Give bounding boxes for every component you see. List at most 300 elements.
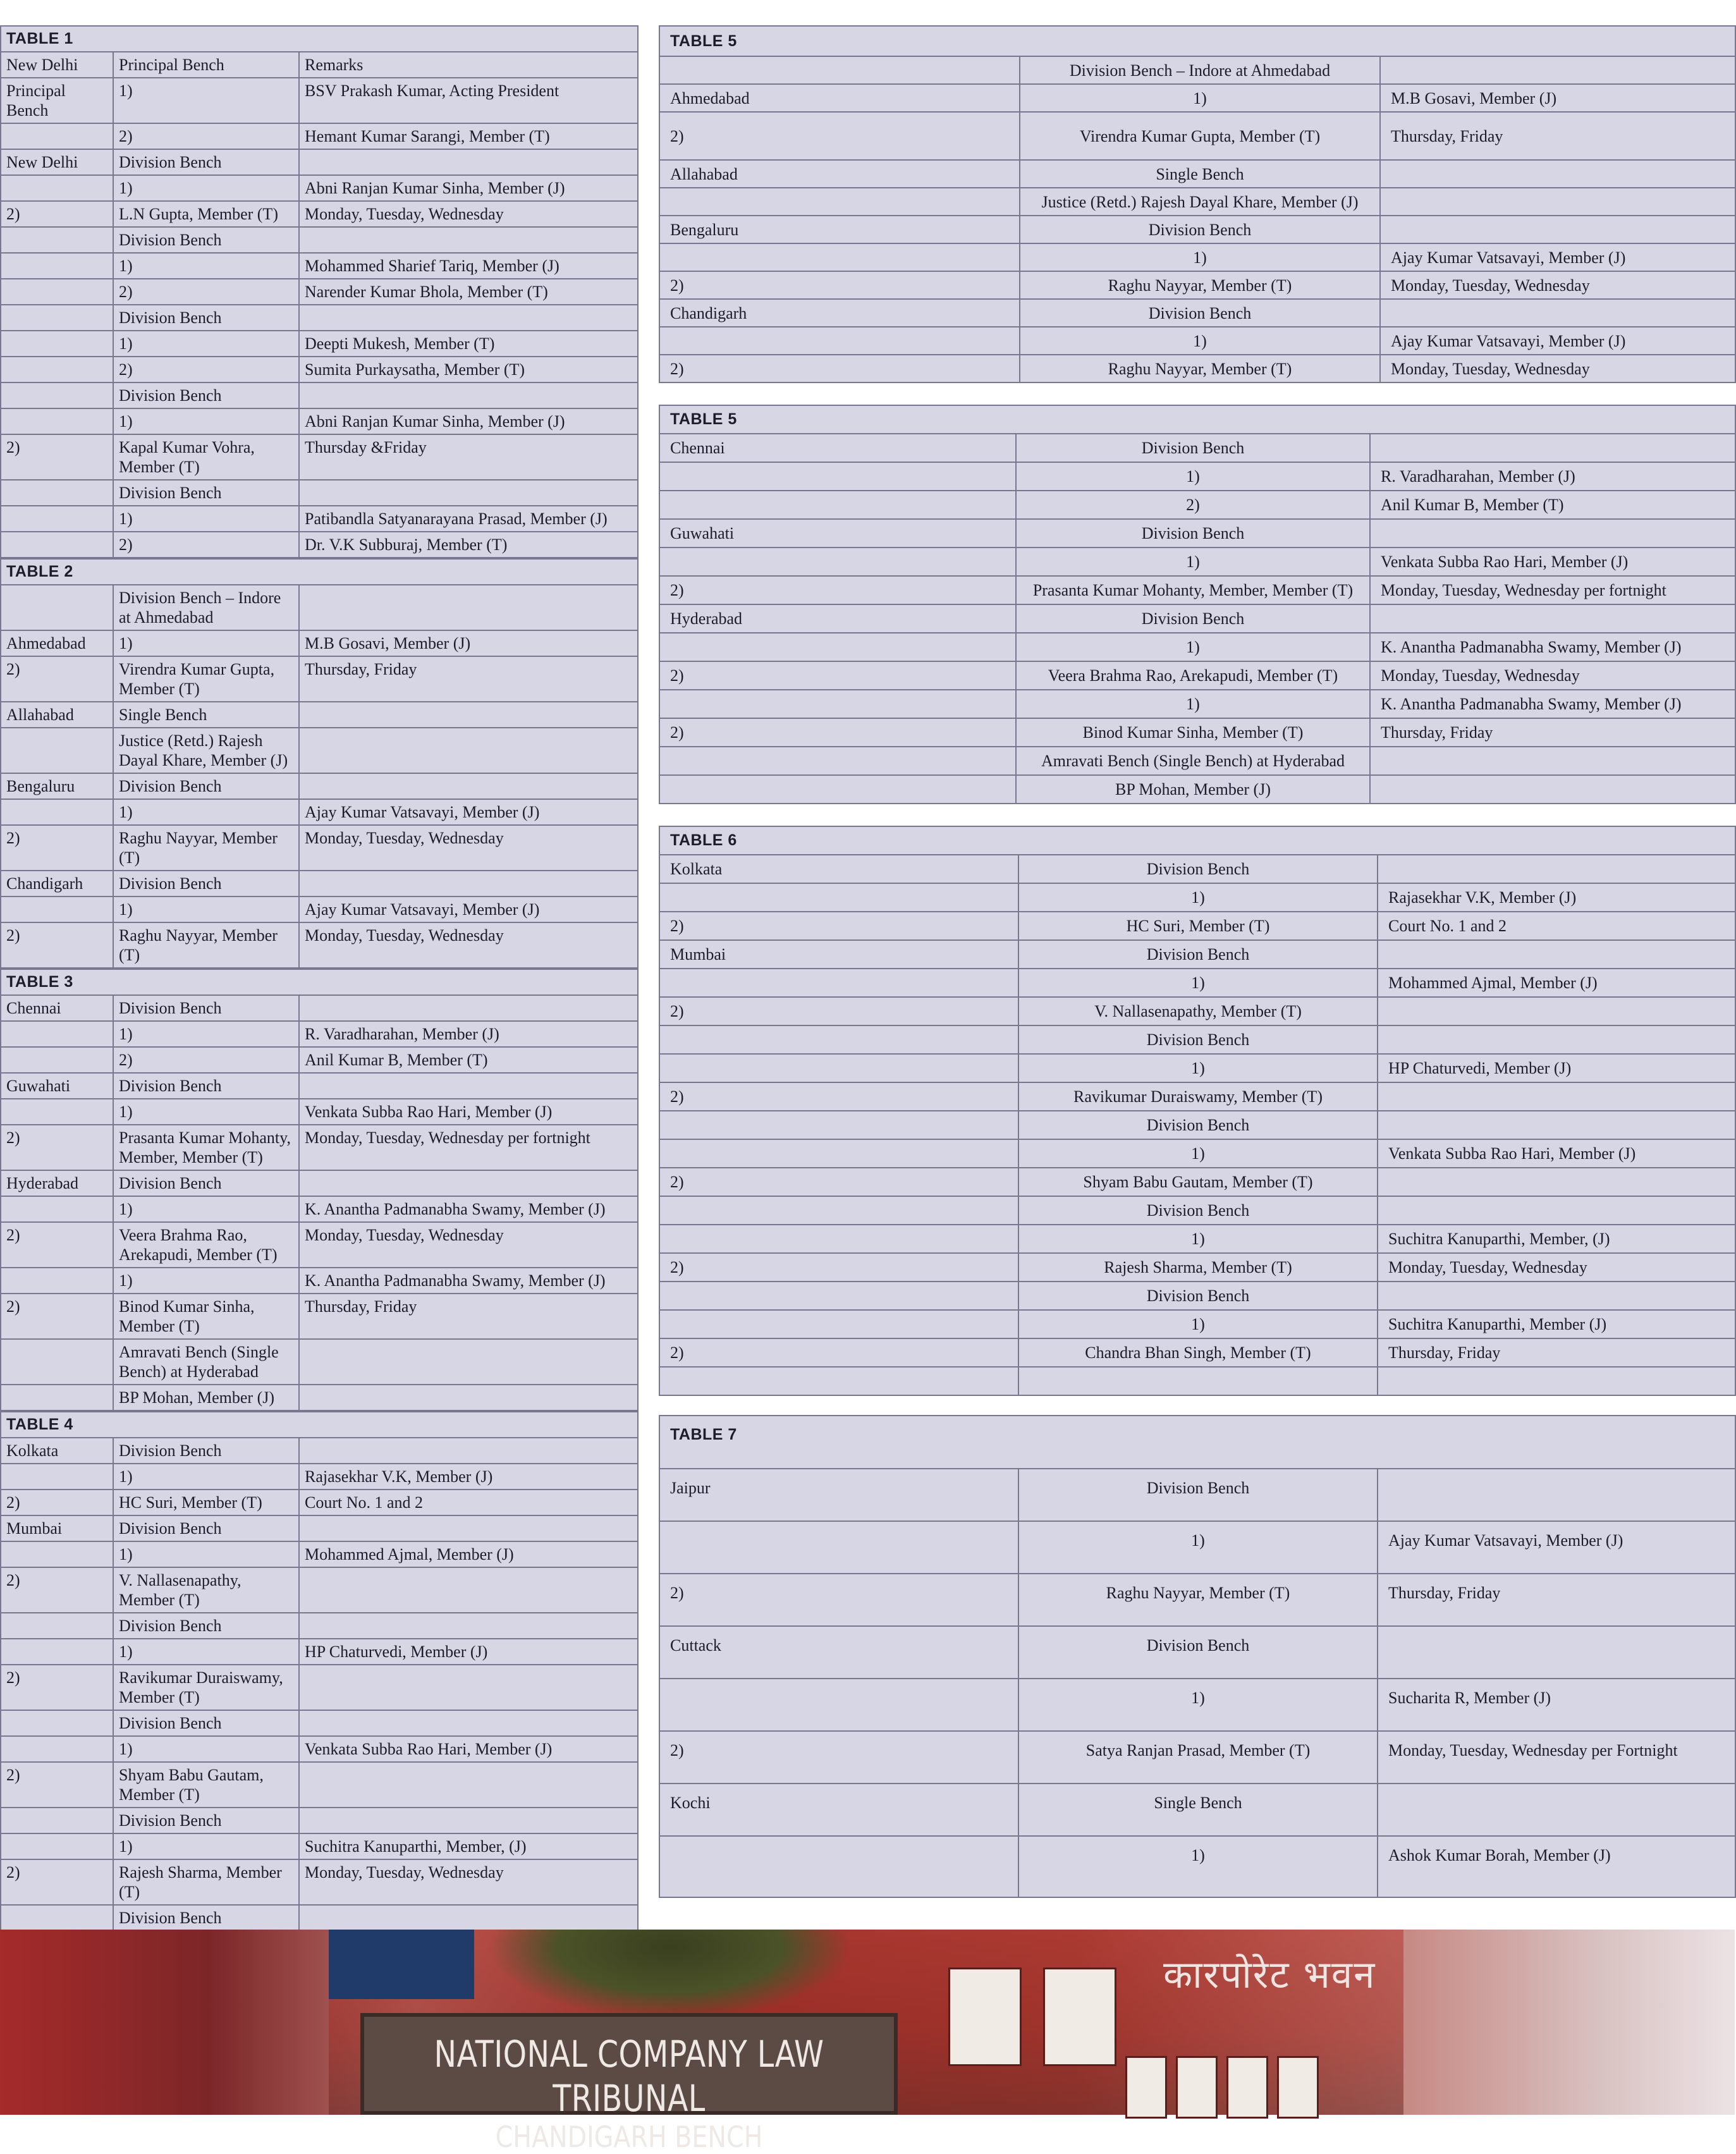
bench-member-cell: Division Bench [113,305,299,331]
table-row [1,253,638,279]
table-row [1,434,638,480]
bench-member-cell: BP Mohan, Member (J) [113,1385,299,1411]
table-title: TABLE 4 [1,1412,638,1438]
table-row [1,305,638,331]
table-row [1,1639,638,1665]
bench-location-cell: New Delhi [1,52,113,78]
bench-member-cell: Raghu Nayyar, Member (T) [113,922,299,968]
bench-remarks-cell: Ajay Kumar Vatsavayi, Member (J) [299,896,638,922]
bench-location-cell [659,243,1020,271]
bench-member-cell: Prasanta Kumar Mohanty, Member, Member (T) [1016,576,1370,604]
bench-member-cell: Single Bench [1018,1784,1378,1836]
bench-location-cell: 2) [1,1859,113,1905]
bench-remarks-cell: K. Anantha Padmanabha Swamy, Member (J) [1370,690,1735,718]
bench-member-cell: Division Bench [113,1438,299,1464]
bench-table4 [0,1411,639,2003]
left-column [0,25,637,2003]
bench-member-cell: Division Bench [1020,299,1380,327]
bench-location-cell [659,1282,1018,1310]
notice-board [329,1930,474,1999]
bench-remarks-cell [299,1339,638,1385]
bench-member-cell: Division Bench [113,1905,299,1931]
bench-remarks-cell: Anil Kumar B, Member (T) [299,1047,638,1073]
bench-member-cell: Chandra Bhan Singh, Member (T) [1018,1338,1378,1367]
table-row [1,1294,638,1339]
bench-location-cell: 2) [659,1168,1018,1196]
bench-location-cell [659,1225,1018,1253]
bench-location-cell [659,188,1020,216]
bench-member-cell: V. Nallasenapathy, Member (T) [113,1567,299,1613]
bench-member-cell: 2) [113,532,299,558]
bench-member-cell: 1) [1018,1521,1378,1574]
table-row [659,1469,1735,1521]
table-row [1,1762,638,1808]
bench-remarks-cell [1378,1367,1735,1395]
bench-remarks-cell: Suchitra Kanuparthi, Member, (J) [299,1833,638,1859]
table-row [1,1515,638,1541]
bench-location-cell: Hyderabad [659,604,1016,633]
bench-member-cell: 1) [1018,1679,1378,1731]
bench-location-cell [1,305,113,331]
bench-remarks-cell [299,1170,638,1196]
bench-location-cell: 2) [1,922,113,968]
bench-location-cell [659,56,1020,84]
table-row [659,1784,1735,1836]
bench-remarks-cell: Thursday, Friday [1370,718,1735,747]
table-row [1,1833,638,1859]
bench-location-cell: Allahabad [1,702,113,728]
bench-member-cell: 1) [113,1464,299,1490]
bench-remarks-cell [299,1808,638,1833]
bench-remarks-cell [299,585,638,630]
bench-location-cell: Ahmedabad [1,630,113,656]
table-row [659,271,1735,299]
bench-remarks-cell: Monday, Tuesday, Wednesday [299,1859,638,1905]
bench-remarks-cell: Monday, Tuesday, Wednesday [1370,661,1735,690]
table-row [659,940,1735,969]
bench-remarks-cell: BSV Prakash Kumar, Acting President [299,78,638,123]
bench-location-cell [1,896,113,922]
bench-location-cell [659,775,1016,804]
bench-member-cell: Division Bench [1018,1626,1378,1679]
building-window [948,1967,1022,2066]
building-window [1226,2056,1268,2119]
table-row [1,227,638,253]
bench-member-cell: Amravati Bench (Single Bench) at Hyderabad [113,1339,299,1385]
table-row [1,382,638,408]
bench-member-cell: 1) [1018,969,1378,997]
bench-member-cell [1018,1367,1378,1395]
bench-member-cell: 1) [113,896,299,922]
bench-table1 [0,25,639,558]
bench-member-cell: Division Bench [1018,1025,1378,1054]
bench-location-cell: 2) [1,1294,113,1339]
table-row [1,408,638,434]
bench-location-cell [1,1196,113,1222]
bench-member-cell: Division Bench [1018,940,1378,969]
bench-member-cell: Division Bench [113,1073,299,1099]
bench-location-cell [1,1047,113,1073]
bench-location-cell [659,1521,1018,1574]
bench-remarks-cell [1380,160,1735,188]
table-row [659,1168,1735,1196]
table-row [659,1025,1735,1054]
bench-location-cell [1,1541,113,1567]
table-row [1,825,638,871]
bench-remarks-cell: Thursday, Friday [299,1294,638,1339]
bench-location-cell [659,462,1016,491]
bench-remarks-cell [299,227,638,253]
bench-remarks-cell: Dr. V.K Subburaj, Member (T) [299,532,638,558]
table-row [1,1613,638,1639]
bench-location-cell [1,1613,113,1639]
table-row [1,773,638,799]
bench-member-cell: HC Suri, Member (T) [113,1490,299,1515]
bench-remarks-cell [299,728,638,773]
bench-location-cell: 2) [659,661,1016,690]
table-row [1,480,638,506]
table-row [659,576,1735,604]
table-row [659,855,1735,883]
bench-member-cell: Division Bench [113,1710,299,1736]
building-window [1176,2056,1218,2119]
table-row [1,149,638,175]
bench-remarks-cell: Ajay Kumar Vatsavayi, Member (J) [1378,1521,1735,1574]
bench-member-cell: Virendra Kumar Gupta, Member (T) [113,656,299,702]
bench-remarks-cell [1370,434,1735,462]
table-row [1,995,638,1021]
bench-remarks-cell: Hemant Kumar Sarangi, Member (T) [299,123,638,149]
bench-member-cell: Division Bench [113,1170,299,1196]
bench-location-cell [659,690,1016,718]
bench-remarks-cell [1378,1469,1735,1521]
bench-remarks-cell [299,382,638,408]
bench-member-cell: 1) [113,1639,299,1665]
bench-member-cell: 1) [113,1268,299,1294]
bench-location-cell [1,1833,113,1859]
bench-remarks-cell: Suchitra Kanuparthi, Member, (J) [1378,1225,1735,1253]
bench-member-cell: 1) [113,408,299,434]
bench-member-cell: Shyam Babu Gautam, Member (T) [1018,1168,1378,1196]
bench-location-cell: Guwahati [659,519,1016,548]
table-row [659,1054,1735,1082]
table-row [659,1731,1735,1784]
table-row [659,747,1735,775]
bench-remarks-cell [299,1710,638,1736]
table-row [659,1139,1735,1168]
table-row [1,52,638,78]
bench-member-cell: Virendra Kumar Gupta, Member (T) [1020,112,1380,160]
bench-member-cell: 1) [1018,1139,1378,1168]
bench-member-cell: 1) [113,506,299,532]
bench-remarks-cell: Thursday, Friday [1378,1338,1735,1367]
table-row [659,299,1735,327]
table-row [1,201,638,227]
bench-member-cell: Division Bench [1020,216,1380,243]
bench-remarks-cell: Monday, Tuesday, Wednesday [299,922,638,968]
bench-location-cell: 2) [659,271,1020,299]
bench-remarks-cell: Monday, Tuesday, Wednesday [299,1222,638,1268]
bench-member-cell: Amravati Bench (Single Bench) at Hyderabad [1016,747,1370,775]
table-row [1,1710,638,1736]
table-row [659,1282,1735,1310]
bench-location-cell [1,279,113,305]
bench-location-cell: 2) [659,1574,1018,1626]
bench-remarks-cell [1378,1082,1735,1111]
bench-location-cell: Kolkata [1,1438,113,1464]
bench-location-cell: 2) [1,1125,113,1170]
table-row [659,1196,1735,1225]
bench-remarks-cell [299,1385,638,1411]
bench-remarks-cell: Ajay Kumar Vatsavayi, Member (J) [1380,327,1735,355]
table-row [659,327,1735,355]
bench-remarks-cell: Thursday &Friday [299,434,638,480]
table-row [659,1626,1735,1679]
bench-member-cell: 1) [1016,690,1370,718]
bench-remarks-cell [1370,775,1735,804]
bench-remarks-cell [1380,56,1735,84]
bench-location-cell: Chandigarh [659,299,1020,327]
table-row [659,997,1735,1025]
table-title: TABLE 5 [659,405,1735,434]
bench-remarks-cell: Monday, Tuesday, Wednesday per fortnight [299,1125,638,1170]
table-row [1,1859,638,1905]
bench-remarks-cell [1380,216,1735,243]
bench-location-cell: Bengaluru [1,773,113,799]
bench-remarks-cell: Monday, Tuesday, Wednesday [1378,1253,1735,1282]
bench-remarks-cell: Venkata Subba Rao Hari, Member (J) [299,1099,638,1125]
table-row [659,112,1735,160]
bench-remarks-cell [1378,1196,1735,1225]
table-row [659,604,1735,633]
table-row [1,1385,638,1411]
bench-member-cell: BP Mohan, Member (J) [1016,775,1370,804]
bench-location-cell: 2) [659,1731,1018,1784]
bench-member-cell: Shyam Babu Gautam, Member (T) [113,1762,299,1808]
bench-member-cell: 1) [1020,84,1380,112]
bench-remarks-cell: HP Chaturvedi, Member (J) [1378,1054,1735,1082]
bench-location-cell [1,382,113,408]
bench-member-cell: Justice (Retd.) Rajesh Dayal Khare, Member (J) [1020,188,1380,216]
bench-member-cell: Rajesh Sharma, Member (T) [1018,1253,1378,1282]
table-row [1,702,638,728]
table-row [1,728,638,773]
bench-remarks-cell [1370,604,1735,633]
bench-remarks-cell [1380,299,1735,327]
bench-remarks-cell: Thursday, Friday [1378,1574,1735,1626]
bench-member-cell: Single Bench [113,702,299,728]
table-row [659,883,1735,912]
table-title: TABLE 7 [659,1416,1735,1469]
bench-member-cell: 1) [1020,243,1380,271]
table-row [659,1253,1735,1282]
bench-remarks-cell: Suchitra Kanuparthi, Member (J) [1378,1310,1735,1338]
table-row [1,1047,638,1073]
bench-location-cell: 2) [659,1082,1018,1111]
bench-location-cell [1,1099,113,1125]
table-row [1,922,638,968]
bench-remarks-cell: Monday, Tuesday, Wednesday [1380,355,1735,382]
table-row [1,1268,638,1294]
bench-location-cell: 2) [1,825,113,871]
bench-location-cell: Allahabad [659,160,1020,188]
bench-remarks-cell: Abni Ranjan Kumar Sinha, Member (J) [299,408,638,434]
tribunal-sign [360,2013,898,2154]
bench-remarks-cell: Monday, Tuesday, Wednesday [1380,271,1735,299]
bench-location-cell [659,747,1016,775]
table-row [1,78,638,123]
bench-location-cell [659,1054,1018,1082]
table-row [659,1082,1735,1111]
bench-location-cell: Mumbai [659,940,1018,969]
bench-member-cell: Justice (Retd.) Rajesh Dayal Khare, Member (J) [113,728,299,773]
bench-member-cell: Binod Kumar Sinha, Member (T) [1016,718,1370,747]
bench-location-cell: 2) [1,1222,113,1268]
bench-location-cell: 2) [659,576,1016,604]
bench-location-cell: Jaipur [659,1469,1018,1521]
bench-remarks-cell [1378,1025,1735,1054]
bench-location-cell: 2) [1,201,113,227]
table-row [1,1339,638,1385]
bench-location-cell: 2) [659,355,1020,382]
bench-member-cell: 2) [113,1047,299,1073]
table-row [659,1225,1735,1253]
bench-location-cell: 2) [1,1762,113,1808]
bench-remarks-cell: M.B Gosavi, Member (J) [299,630,638,656]
bench-location-cell [659,491,1016,519]
bench-location-cell [659,1025,1018,1054]
bench-member-cell: 1) [1018,1310,1378,1338]
bench-location-cell: Kochi [659,1784,1018,1836]
bench-remarks-cell: Mohammed Sharief Tariq, Member (J) [299,253,638,279]
bench-location-cell: Kolkata [659,855,1018,883]
bench-remarks-cell: Sumita Purkaysatha, Member (T) [299,357,638,382]
table-row [659,912,1735,940]
table-row [659,1574,1735,1626]
bench-location-cell: 2) [659,912,1018,940]
bench-remarks-cell [299,1515,638,1541]
bench-table2 [0,558,639,969]
bench-location-cell: 2) [659,718,1016,747]
bench-member-cell: 1) [1018,883,1378,912]
bench-location-cell [1,123,113,149]
table-row [659,243,1735,271]
bench-member-cell: 1) [113,175,299,201]
bench-remarks-cell: K. Anantha Padmanabha Swamy, Member (J) [299,1268,638,1294]
table-row [659,462,1735,491]
table-row [1,1567,638,1613]
building-window [1043,1967,1116,2066]
bench-location-cell: 2) [1,656,113,702]
bench-member-cell: 1) [1018,1836,1378,1897]
bench-location-cell [1,227,113,253]
bench-location-cell [1,253,113,279]
bench-remarks-cell: Abni Ranjan Kumar Sinha, Member (J) [299,175,638,201]
table-row [1,1021,638,1047]
bench-member-cell: 2) [113,279,299,305]
bench-remarks-cell [1378,1168,1735,1196]
table-row [659,84,1735,112]
table-row [1,896,638,922]
table-title: TABLE 6 [659,826,1735,855]
bench-member-cell: Division Bench [1018,1282,1378,1310]
bench-location-cell [659,1679,1018,1731]
bench-member-cell: 1) [1016,462,1370,491]
bench-remarks-cell: Anil Kumar B, Member (T) [1370,491,1735,519]
bench-member-cell: 1) [1016,548,1370,576]
bench-remarks-cell: Patibandla Satyanarayana Prasad, Member (J) [299,506,638,532]
bench-location-cell [1,1021,113,1047]
bench-remarks-cell [299,995,638,1021]
table-row [1,1438,638,1464]
bench-member-cell: Veera Brahma Rao, Arekapudi, Member (T) [113,1222,299,1268]
bench-location-cell [659,1139,1018,1168]
table-title: TABLE 3 [1,969,638,995]
bench-member-cell: Division Bench [113,773,299,799]
bench-location-cell [659,883,1018,912]
bench-remarks-cell: Mohammed Ajmal, Member (J) [299,1541,638,1567]
bench-location-cell [1,1385,113,1411]
bench-remarks-cell [299,1438,638,1464]
bench-location-cell [1,1639,113,1665]
table-row [1,1490,638,1515]
bench-member-cell: L.N Gupta, Member (T) [113,201,299,227]
table-row [1,279,638,305]
table-row [659,1310,1735,1338]
table-row [1,656,638,702]
bench-member-cell: Division Bench [1016,519,1370,548]
building-window [1277,2056,1319,2119]
bench-remarks-cell: Ashok Kumar Borah, Member (J) [1378,1836,1735,1897]
table-row [659,1111,1735,1139]
bench-member-cell: 2) [113,123,299,149]
table-row [1,1905,638,1931]
bench-member-cell: Raghu Nayyar, Member (T) [1018,1574,1378,1626]
bench-member-cell: Ravikumar Duraiswamy, Member (T) [1018,1082,1378,1111]
bench-remarks-cell [299,1665,638,1710]
bench-location-cell [1,357,113,382]
table-row [1,1808,638,1833]
bench-remarks-cell [1370,519,1735,548]
bench-location-cell [659,1836,1018,1897]
table-row [659,56,1735,84]
table-row [659,1836,1735,1897]
bench-remarks-cell: K. Anantha Padmanabha Swamy, Member (J) [299,1196,638,1222]
bench-remarks-cell: Sucharita R, Member (J) [1378,1679,1735,1731]
bench-location-cell [659,969,1018,997]
bench-table3 [0,969,639,1411]
bench-location-cell [1,1710,113,1736]
bench-location-cell: Ahmedabad [659,84,1020,112]
bench-member-cell: Raghu Nayyar, Member (T) [113,825,299,871]
table-row [659,355,1735,382]
hindi-building-name: कारपोरेट भवन [1163,1953,1376,1997]
bench-member-cell: Rajesh Sharma, Member (T) [113,1859,299,1905]
bench-location-cell [1,1339,113,1385]
bench-remarks-cell [299,480,638,506]
bench-location-cell [1,799,113,825]
table-row [659,434,1735,462]
bench-remarks-cell: Rajasekhar V.K, Member (J) [299,1464,638,1490]
bench-member-cell: Division Bench [113,382,299,408]
bench-remarks-cell: Narender Kumar Bhola, Member (T) [299,279,638,305]
bench-remarks-cell [1378,1784,1735,1836]
bench-remarks-cell [299,871,638,896]
bench-location-cell [1,1268,113,1294]
table-row [659,633,1735,661]
bench-location-cell [1,1736,113,1762]
table-row [659,548,1735,576]
